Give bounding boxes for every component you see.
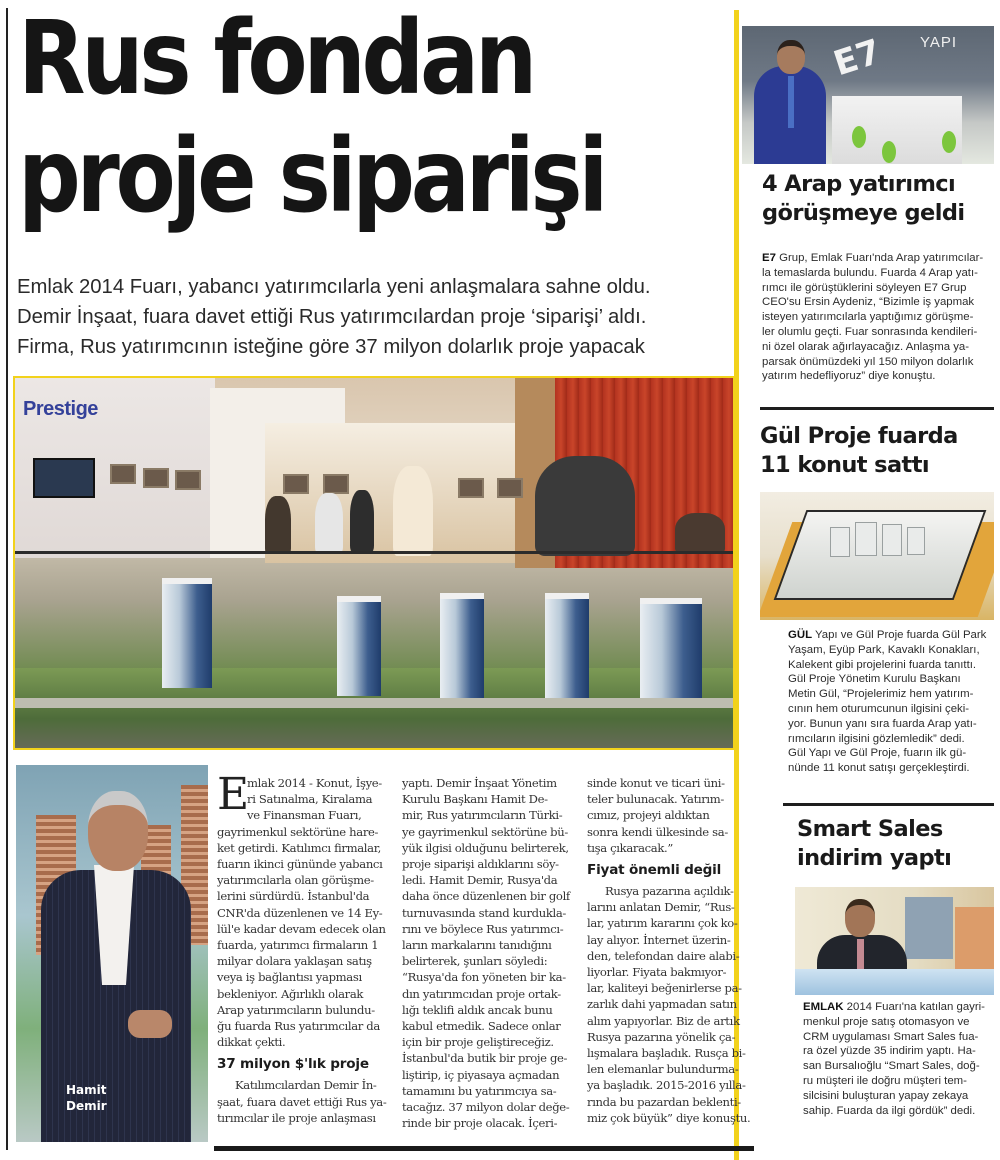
body-line: Kalekent gibi projelerini fuarda tanıttı. xyxy=(788,658,977,671)
photo-frame xyxy=(110,464,136,484)
body-fragment: Yapı ve Gül Proje fuarda Gül Park xyxy=(812,629,987,641)
body-line: zarlık dahi yapmadan satın xyxy=(587,997,737,1012)
body-line: şaat, fuara davet ettiği Rus ya- xyxy=(217,1094,387,1109)
body-line: Metin Gül, “Projelerimiz hem yatırım- xyxy=(788,688,974,701)
body-line: mir, Rus yatırımcıların Türki- xyxy=(402,808,563,823)
body-line: CEO'su Ersin Aydeniz, “Bizimle iş yapmak xyxy=(762,296,975,309)
body-line: tacağız. 37 milyon dolar değe- xyxy=(402,1100,570,1115)
body-line: turnuvasında stand kurdukla- xyxy=(402,905,566,920)
body-line: Katılımcılardan Demir İn- xyxy=(235,1078,377,1093)
photo-frame xyxy=(497,478,523,498)
body-line: CNR'da düzenlenen ve 14 Ey- xyxy=(217,905,383,920)
body-line: rında bu pazardan beklenti- xyxy=(587,1094,741,1109)
body-line: proje siparişi aldıklarını söy- xyxy=(402,857,559,872)
body-line: Kurulu Başkanı Hamit De- xyxy=(402,792,548,807)
headline-line: görüşmeye geldi xyxy=(762,200,965,226)
body-line: gayrimenkul sektörüne hare- xyxy=(217,824,379,839)
photo-head xyxy=(88,791,148,871)
lead-word: GÜL xyxy=(788,629,813,641)
sidebar-text-3 xyxy=(803,1000,985,1118)
body-line: lerini sürdürdü. İstanbul'da xyxy=(217,889,370,904)
body-fragment: 2014 Fuarı'na katılan gayri- xyxy=(843,1001,985,1013)
body-line: İstanbul'da butik bir proje ge- xyxy=(402,1051,568,1066)
photo-person xyxy=(393,466,433,556)
photo-person xyxy=(265,496,291,554)
body-line: den, telefondan daire alabi- xyxy=(587,948,740,963)
photo-frame xyxy=(323,474,349,494)
headline-line-2: proje siparişi xyxy=(18,117,605,236)
body-line: menkul proje satış otomasyon ve xyxy=(803,1015,970,1028)
article-bottom-rule xyxy=(214,1146,754,1151)
photo-screen xyxy=(905,897,953,959)
sidebar-headline-1 xyxy=(762,170,964,228)
body-line: Yaşam, Eyüp Park, Kavaklı Konakları, xyxy=(788,643,980,656)
body-fragment: Grup, Emlak Fuarı'nda Arap yatırımcılar- xyxy=(775,252,984,264)
body-line: ru müşteri ile doğru müşteri tem- xyxy=(803,1074,967,1087)
smart-sales-photo xyxy=(795,887,994,995)
photo-frame xyxy=(175,470,201,490)
photo-frame xyxy=(143,468,169,488)
article-deck xyxy=(17,272,732,362)
body-line: sinde konut ve ticari üni- xyxy=(587,776,725,790)
left-column-rule xyxy=(6,8,8,1150)
photo-head xyxy=(777,40,805,74)
photo-glass-case xyxy=(774,510,987,600)
headline-line: Smart Sales xyxy=(797,816,943,842)
body-line: yatırımcılarla olan görüşme- xyxy=(217,873,374,888)
body-line: sahip. Fuarda da ilgi gördük” dedi. xyxy=(803,1104,976,1117)
headline-line: 4 Arap yatırımcı xyxy=(762,171,956,197)
body-line: lar, yatırım kararını çok ko- xyxy=(587,916,738,931)
body-line: ğu fuarda Rus yatırımcılar da xyxy=(217,1019,380,1034)
headline-line: Gül Proje fuarda xyxy=(760,423,958,449)
photo-model-building xyxy=(830,527,850,557)
headline-line: 11 konut sattı xyxy=(760,452,929,478)
body-line: rımcı ile görüştüklerini söyleyen E7 Grup xyxy=(762,281,967,294)
body-line: Gül Proje Yönetim Kurulu Başkanı xyxy=(788,673,961,686)
main-photo-fair-stand xyxy=(13,376,735,750)
body-line: ri Satınalma, Kiralama xyxy=(247,792,373,807)
photo-model xyxy=(832,96,962,164)
body-line: Arap yatırımcıların bulundu- xyxy=(217,1002,375,1017)
body-line: ye gayrimenkul sektörüne bü- xyxy=(402,824,568,839)
body-line: ledi. Hamit Demir, Rusya'da xyxy=(402,873,558,888)
photo-model-building xyxy=(882,524,902,556)
body-line: rını ve böylece Rus yatırımcı- xyxy=(402,921,564,936)
body-line: dikkat çekti. xyxy=(217,1035,286,1050)
body-line: nünde 11 konut satışı gerçekleştirdi. xyxy=(788,762,970,775)
sidebar-headline-3 xyxy=(797,815,951,873)
body-line: ket getirdi. Katılımcı firmalar, xyxy=(217,840,381,855)
e7-grup-photo xyxy=(742,26,994,164)
body-line: bekleniyor. Ağırlıklı olarak xyxy=(217,986,364,1001)
body-line: ni özel olarak ağırlayacağız. Anlaşma ya- xyxy=(762,340,970,353)
body-line: la temaslarda bulundu. Fuarda 4 Arap yatı- xyxy=(762,266,978,279)
caption-line-2: Demir xyxy=(66,1099,107,1113)
body-line: fuarın ikinci gününde yabancı xyxy=(217,857,383,872)
body-line: veya iş bağlantısı yapması xyxy=(217,970,362,985)
article-column-1 xyxy=(217,769,395,1126)
body-line: larını anlatan Demir, “Rus- xyxy=(587,900,735,915)
body-line: “Rusya'da fon yöneten bir ka- xyxy=(402,970,566,985)
photo-person xyxy=(535,456,635,556)
photo-model-building xyxy=(907,527,925,555)
prestige-logo: Prestige xyxy=(23,398,98,420)
lead-word: E7 xyxy=(762,252,776,264)
photo-model-tower xyxy=(337,596,381,696)
main-headline xyxy=(18,0,718,236)
headline-line-1: Rus fondan xyxy=(18,0,534,118)
photo-person xyxy=(350,490,374,552)
body-line: ya başladık. 2015-2016 yılla- xyxy=(587,1078,746,1093)
body-line: Gül Yapı ve Gül Proje, fuarın ilk gü- xyxy=(788,747,967,760)
body-line: yük ilgisi olduğunu belirterek, xyxy=(402,840,569,855)
body-line xyxy=(803,1000,985,1015)
body-line: silcisini buluşturan yapay zekaya xyxy=(803,1089,969,1102)
body-line: yatırım hedefliyoruz” diye konuştu. xyxy=(762,370,936,383)
photo-tree xyxy=(882,141,896,163)
body-line: Rusya pazarına açıldık- xyxy=(605,884,734,899)
body-line: lül'e kadar devam edecek olan xyxy=(217,921,386,936)
photo-model-road xyxy=(15,698,733,708)
body-line: için bir proje geliştireceğiz. xyxy=(402,1035,554,1050)
photo-head xyxy=(845,899,875,937)
body-line: san Bursalıoğlu “Smart Sales, doğ- xyxy=(803,1060,980,1073)
body-line: tırımcılar ile proje anlaşması xyxy=(217,1110,376,1125)
body-line: sonra kendi ülkesinde sa- xyxy=(587,824,728,839)
body-line: lay alıyor. İnternet üzerin- xyxy=(587,932,731,947)
body-line: yor. Bunun yanı sıra fuarda Arap yatı- xyxy=(788,717,977,730)
body-line xyxy=(762,251,983,266)
body-line: len elemanlar bulundurma- xyxy=(587,1062,739,1077)
drop-cap: E xyxy=(217,769,250,820)
body-line: dın yatırımcıdan proje ortak- xyxy=(402,986,561,1001)
body-line: lar, kaliteyi beğenirlerse pa- xyxy=(587,981,742,996)
photo-frame xyxy=(283,474,309,494)
photo-model-tower xyxy=(162,578,212,688)
body-line: liyorlar. Fiyata bakmıyor- xyxy=(587,965,727,980)
sidebar-rule xyxy=(783,803,994,806)
photo-model-tower xyxy=(440,593,484,698)
photo-model-tower xyxy=(545,593,589,698)
photo-tree xyxy=(852,126,866,148)
body-line xyxy=(788,628,986,643)
e7-sign: E7 xyxy=(828,31,886,85)
body-line: kabul etmedik. Sadece onlar xyxy=(402,1019,561,1034)
deck-line: Firma, Rus yatırımcının isteğine göre 37 milyon dolarlık proje yapacak xyxy=(17,336,645,358)
photo-person xyxy=(675,513,725,553)
subhead-37-milyon: 37 milyon $'lık proje xyxy=(217,1056,369,1073)
photo-model-building xyxy=(855,522,877,556)
hamit-demir-photo xyxy=(16,765,208,1142)
deck-line: Emlak 2014 Fuarı, yabancı yatırımcılarla yeni anlaşmalara sahne oldu. xyxy=(17,276,651,298)
photo-poster xyxy=(955,907,994,977)
sidebar-text-1 xyxy=(762,251,983,384)
photo-person xyxy=(315,493,343,553)
caption-line-1: Hamit xyxy=(66,1083,107,1097)
deck-line: Demir İnşaat, fuara davet ettiği Rus yatırımcılardan proje ‘siparişi’ aldı. xyxy=(17,306,647,328)
lead-word: EMLAK xyxy=(803,1001,844,1013)
photo-tv-screen xyxy=(33,458,95,498)
body-line: cının hem oturumcunun ilgisini çeki- xyxy=(788,702,970,715)
body-line: rımcıların ilgisini gözlemledik” dedi. xyxy=(788,732,965,745)
body-line: daha önce düzenlenen bir golf xyxy=(402,889,570,904)
body-line: belirterek, şunları söyledi: xyxy=(402,954,548,969)
article-column-2 xyxy=(402,775,580,1131)
gul-proje-model-photo xyxy=(760,492,994,620)
body-line: cımız, projeyi aldıktan xyxy=(587,808,710,823)
body-line: ların markalarını tanıdığını xyxy=(402,938,552,953)
photo-caption xyxy=(66,1082,107,1114)
body-line: fuarda, yatırımcı firmaların 1 xyxy=(217,938,379,953)
body-line: tışa çıkaracak.” xyxy=(587,840,673,855)
body-line: parsak önümüzdeki yıl 150 milyon dolarlık xyxy=(762,355,974,368)
body-line: milyar dolara yaklaşan satış xyxy=(217,954,372,969)
body-line: CRM uygulaması Smart Sales fua- xyxy=(803,1030,979,1043)
body-line: ler olumlu geçti. Fuar sonrasında kendileri- xyxy=(762,325,978,338)
article-column-3 xyxy=(587,775,757,1126)
body-line: isteyen yatırımcılarla yaptığımız görüşme- xyxy=(762,311,974,324)
sidebar-text-2 xyxy=(788,628,986,776)
photo-frame xyxy=(458,478,484,498)
body-line: rinde bir proje olacak. İçeri- xyxy=(402,1116,558,1131)
body-line: mlak 2014 - Konut, İşye- xyxy=(247,776,382,790)
body-line: yaptı. Demir İnşaat Yönetim xyxy=(402,776,557,790)
headline-line: indirim yaptı xyxy=(797,845,952,871)
body-line: ra özel yüzde 35 indirim yaptı. Ha- xyxy=(803,1045,976,1058)
body-line: ve Finansman Fuarı, xyxy=(247,808,362,823)
body-line: teler bulunacak. Yatırım- xyxy=(587,792,725,807)
yapi-sign: YAPI xyxy=(920,34,958,51)
sidebar-rule xyxy=(760,407,994,410)
photo-glass-edge xyxy=(15,551,733,554)
body-line: liştirip, iç piyasaya açmadan xyxy=(402,1067,560,1082)
photo-tree xyxy=(942,131,956,153)
subhead-fiyat: Fiyat önemli değil xyxy=(587,862,722,879)
photo-hands xyxy=(128,1010,172,1038)
body-line: Rusya pazarına yönelik ça- xyxy=(587,1029,736,1044)
photo-model-tower xyxy=(640,598,702,698)
sidebar-headline-2 xyxy=(760,422,958,480)
body-line: miz çok büyük” diye konuştu. xyxy=(587,1110,751,1125)
photo-tie xyxy=(788,76,794,128)
body-line: alım yapıyorlar. Biz de artık xyxy=(587,1013,740,1028)
photo-desk xyxy=(795,969,994,995)
body-line: tamamını bu yatırımcıya sa- xyxy=(402,1083,557,1098)
body-line: lışmalara başladık. Rusça bi- xyxy=(587,1046,746,1061)
body-line: lığı teklifi aldık ancak bunu xyxy=(402,1002,553,1017)
